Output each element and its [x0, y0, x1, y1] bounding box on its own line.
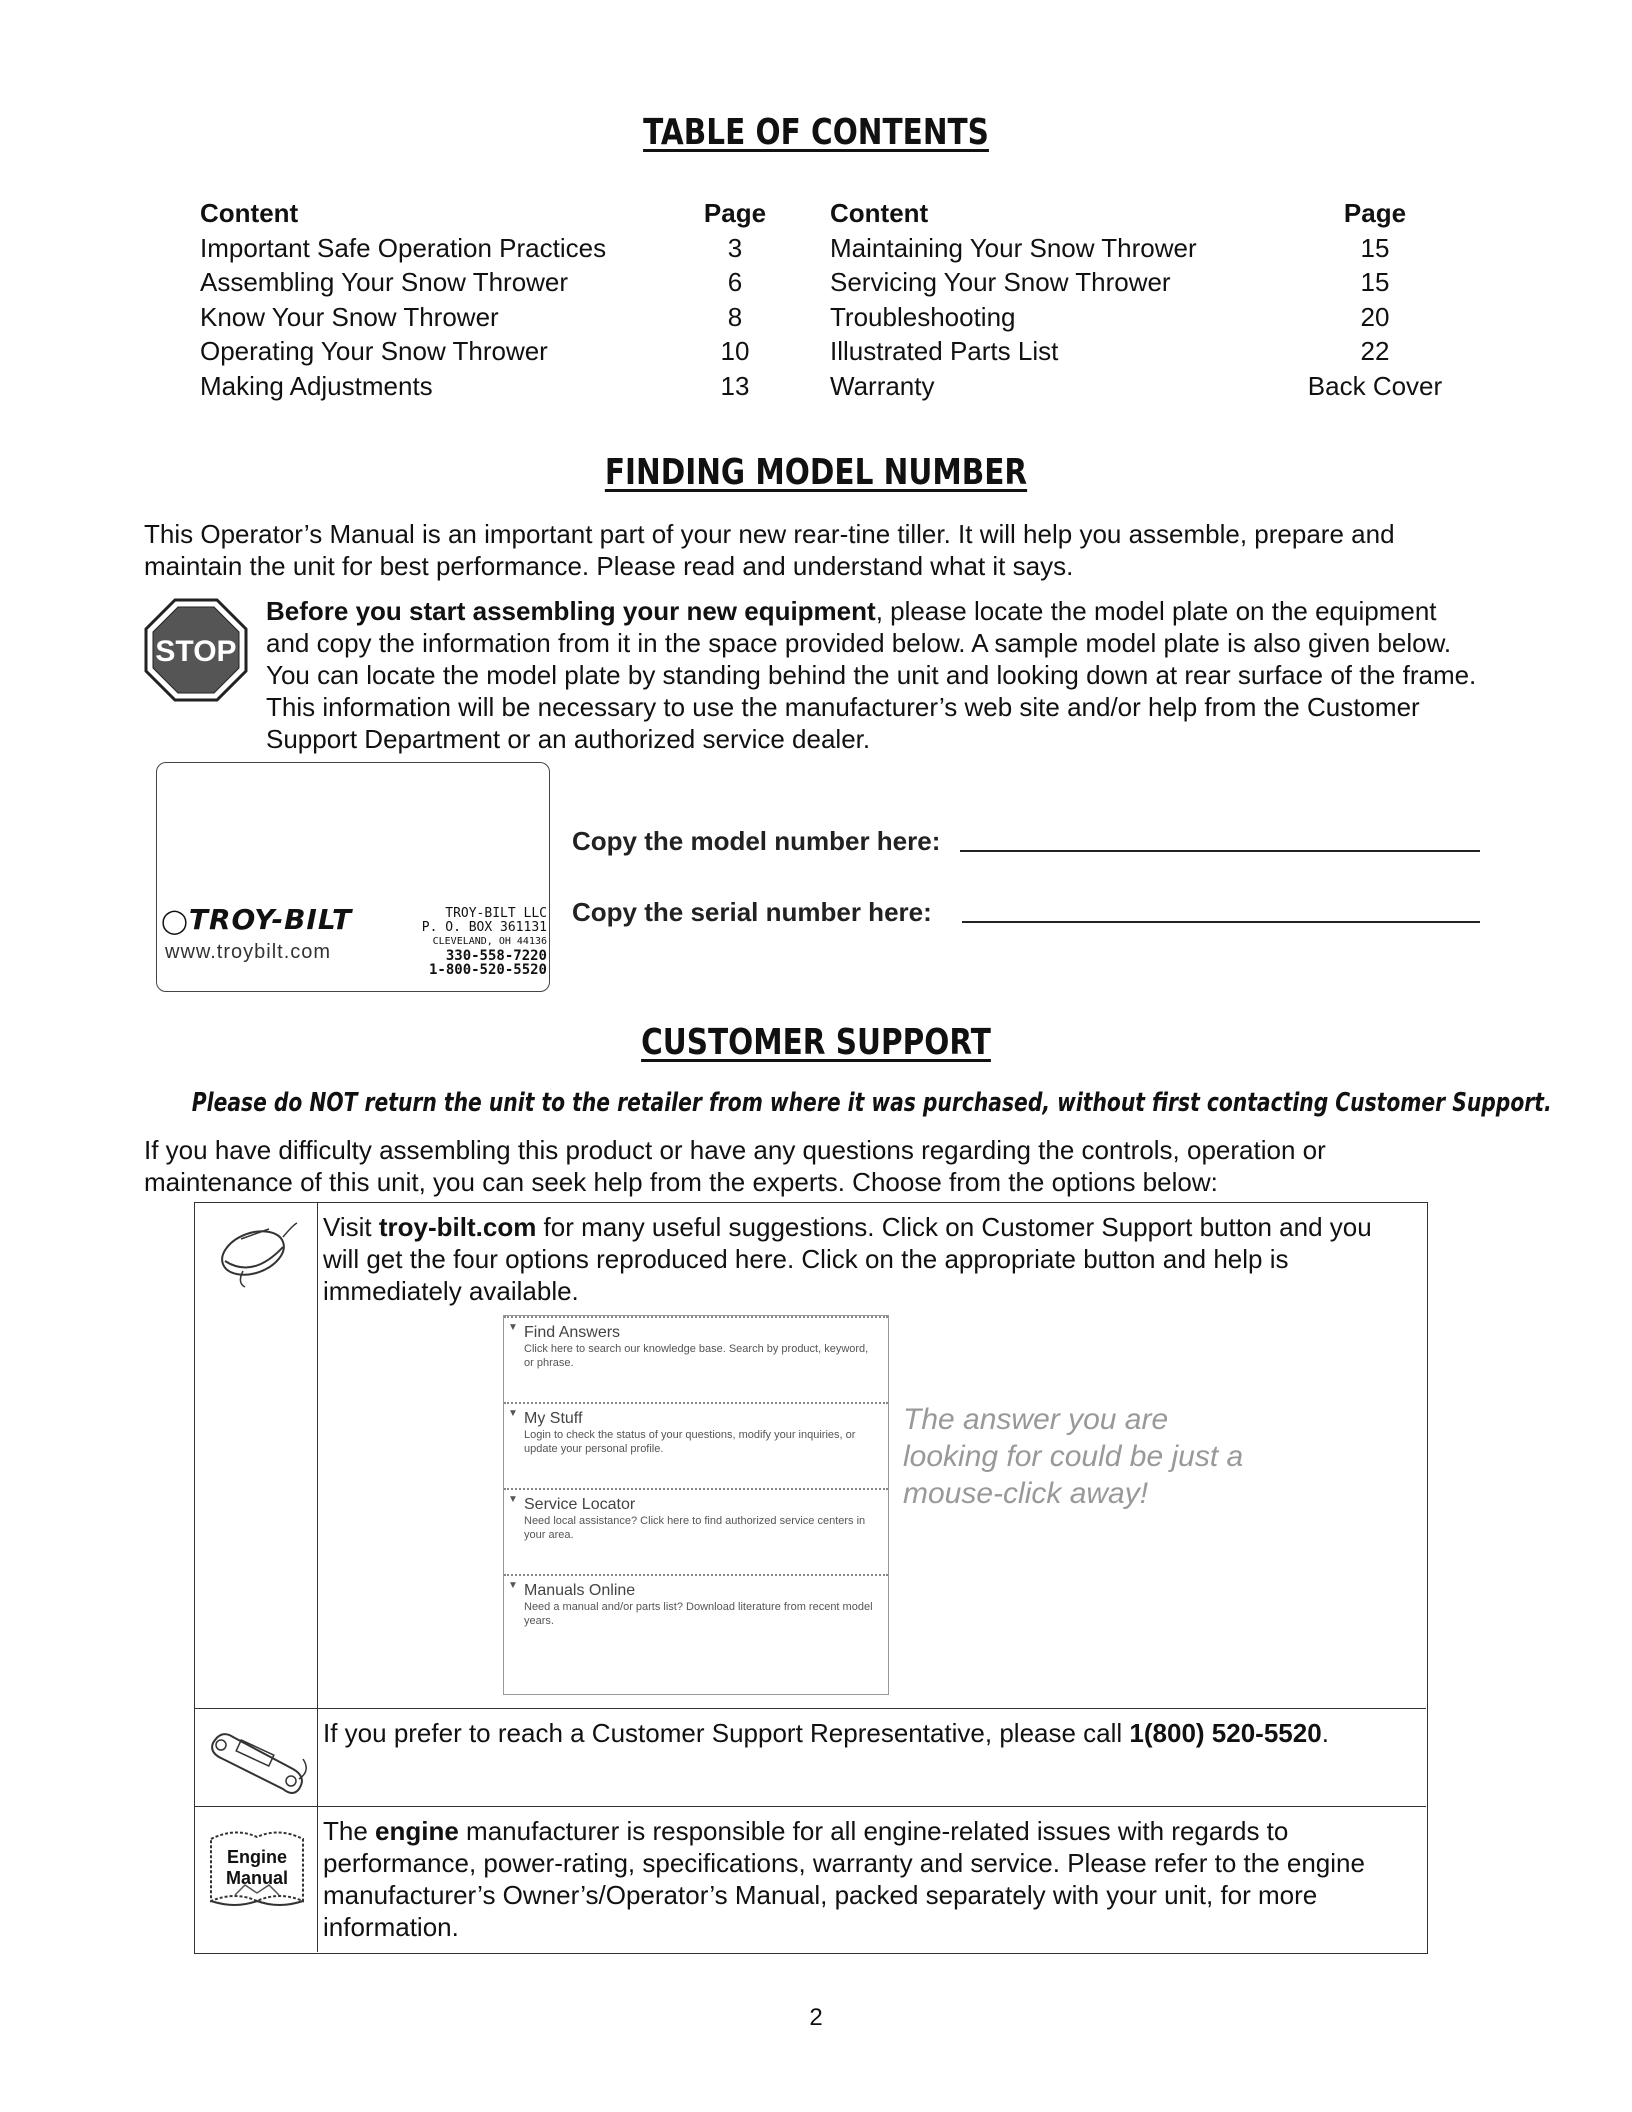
- copy-model-label: Copy the model number here:: [572, 826, 941, 856]
- row2-text: [323, 1717, 1413, 1749]
- table-row-divider: [195, 1708, 1426, 1709]
- page-number: 2: [809, 2004, 823, 2031]
- option-arrow-icon: ▼: [508, 1494, 518, 1505]
- toc-entry-title: Operating Your Snow Thrower: [200, 336, 548, 366]
- option-title: Find Answers: [524, 1324, 621, 1341]
- toc-entry-page: 13: [720, 370, 750, 401]
- row1-post: for many useful suggestions. Click on Customer Support button and you will get the four options reproduced here. Click on the appropriate button and help is immediately available.: [323, 1212, 1372, 1306]
- toc-entry-title: Know Your Snow Thrower: [200, 301, 499, 332]
- model-instructions: [266, 595, 1486, 755]
- toc-entry-title: Making Adjustments: [200, 370, 433, 401]
- mouse-icon: [213, 1219, 299, 1289]
- troy-bilt-logo: ◯TROY-BILT: [161, 903, 353, 936]
- plate-company: TROY-BILT LLC: [445, 906, 547, 921]
- table-row-divider: [195, 1806, 1426, 1807]
- option-body: Click here to search our knowledge base. Search by product, keyword, or phrase.: [524, 1343, 869, 1369]
- support-options-screenshot: [503, 1315, 889, 1695]
- toc-entry-page: 3: [727, 232, 743, 263]
- support-option[interactable]: [504, 1402, 888, 1488]
- toc-page-header: Page: [1343, 198, 1407, 228]
- toc-title: TABLE OF CONTENTS: [643, 112, 989, 153]
- model-title: FINDING MODEL NUMBER: [604, 452, 1028, 493]
- plate-pobox: P. O. BOX 361131: [421, 920, 547, 935]
- option-arrow-icon: ▼: [508, 1580, 518, 1591]
- support-phone[interactable]: 1(800) 520-5520: [1129, 1718, 1322, 1748]
- option-title: Manuals Online: [524, 1582, 636, 1599]
- option-body: Need a manual and/or parts list? Download literature from recent model years.: [524, 1601, 873, 1627]
- toc-entry-title: Troubleshooting: [830, 301, 1016, 332]
- toc-entry-title: Assembling Your Snow Thrower: [200, 267, 569, 297]
- copy-serial-label: Copy the serial number here:: [572, 897, 932, 927]
- support-option[interactable]: [504, 1488, 888, 1574]
- support-warning-wrap: [0, 1088, 1632, 1118]
- toc-content-header: Content: [200, 198, 299, 228]
- model-number-line[interactable]: [960, 850, 1480, 852]
- serial-number-line[interactable]: [962, 921, 1480, 923]
- toc-entry-page: 15: [1360, 267, 1390, 297]
- toc-row: [830, 334, 1450, 369]
- plate-brand: TROY-BILT: [188, 903, 353, 936]
- model-instructions-rest: , please locate the model plate on the equipment and copy the information from it in the space provided below. A sample model plate is also given below. You can locate the model plate by standing behind the unit and looking down at rear surface of the frame. This information will be necessary to use the manufacturer’s web site and/or help from the Customer Support Department or an authorized service dealer.: [266, 596, 1477, 754]
- row3-text: [323, 1815, 1413, 1943]
- plate-address: [391, 907, 547, 977]
- toc-content-header: Content: [830, 198, 929, 228]
- model-plate: [156, 762, 550, 992]
- toc-entry-title: Illustrated Parts List: [830, 336, 1059, 366]
- row1-pre: Visit: [323, 1212, 379, 1242]
- toc-row: [200, 265, 800, 300]
- toc-entry-title: Warranty: [830, 370, 935, 401]
- row3-bold: engine: [375, 1816, 459, 1846]
- toc-entry-page: 22: [1360, 336, 1390, 366]
- phone-icon: [203, 1723, 311, 1797]
- toc-entry-page: 6: [727, 267, 743, 297]
- support-table: [194, 1202, 1428, 1954]
- plate-phone1: 330-558-7220: [445, 948, 547, 964]
- toc-entry-page: 8: [727, 301, 743, 332]
- plate-city: CLEVELAND, OH 44136: [432, 936, 547, 947]
- support-title: CUSTOMER SUPPORT: [641, 1022, 991, 1063]
- troy-bilt-site-link[interactable]: troy-bilt.com: [378, 1212, 537, 1242]
- toc-entry-page: 10: [720, 336, 750, 366]
- toc-entry-page: 20: [1360, 301, 1390, 332]
- option-arrow-icon: ▼: [508, 1408, 518, 1419]
- support-tagline: The answer you are looking for could be just a mouse-click away!: [903, 1403, 1244, 1510]
- option-title: Service Locator: [524, 1496, 636, 1513]
- option-title: My Stuff: [524, 1410, 583, 1427]
- toc-row: [200, 334, 800, 369]
- table-divider: [317, 1203, 318, 1952]
- option-body: Login to check the status of your questions, modify your inquiries, or update your personal profile.: [524, 1429, 856, 1455]
- toc-row: [830, 369, 1450, 404]
- row2-post: .: [1321, 1718, 1329, 1748]
- toc-row: [200, 300, 800, 335]
- row3-pre: The: [323, 1816, 376, 1846]
- toc-row: [830, 265, 1450, 300]
- plate-url: www.troybilt.com: [165, 941, 332, 963]
- toc-row: [200, 231, 800, 266]
- toc-entry-page: 15: [1360, 232, 1390, 263]
- toc-page-header: Page: [703, 198, 767, 228]
- row2-pre: If you prefer to reach a Customer Support Representative, please call: [323, 1718, 1130, 1748]
- plate-phone2: 1-800-520-5520: [428, 962, 547, 978]
- model-instructions-lead: Before you start assembling your new equipment: [266, 596, 876, 626]
- toc-row: [830, 300, 1450, 335]
- toc-row: [830, 231, 1450, 266]
- engine-manual-label: Engine Manual: [225, 1847, 288, 1888]
- toc-entry-title: Maintaining Your Snow Thrower: [830, 232, 1197, 263]
- model-intro: This Operator’s Manual is an important part of your new rear-tine tiller. It will help you assemble, prepare and maintain the unit for best performance. Please read and understand what it says.: [144, 519, 1395, 581]
- option-arrow-icon: ▼: [508, 1322, 518, 1333]
- support-option[interactable]: [504, 1574, 888, 1660]
- toc-row: [200, 369, 800, 404]
- toc-left-column: [200, 196, 800, 403]
- toc-entry-title: Servicing Your Snow Thrower: [830, 267, 1171, 297]
- toc-entry-title: Important Safe Operation Practices: [200, 232, 607, 263]
- row1-text: [323, 1211, 1413, 1307]
- support-intro: If you have difficulty assembling this product or have any questions regarding the controls, operation or maintenance of this unit, you can seek help from the experts. Choose from the options below:: [144, 1135, 1326, 1197]
- row3-post: manufacturer is responsible for all engine-related issues with regards to performance, power-rating, specifications, warranty and service. Please refer to the engine manufacturer’s Owner’s/Operator’s Manual, packed separately with your unit, for more information.: [323, 1816, 1365, 1942]
- support-option[interactable]: [504, 1316, 888, 1402]
- toc-right-column: [830, 196, 1450, 403]
- option-body: Need local assistance? Click here to find authorized service centers in your area.: [524, 1515, 866, 1541]
- stop-label: STOP: [155, 635, 237, 668]
- stop-sign-icon: [144, 598, 248, 702]
- support-warning: Please do NOT return the unit to the retailer from where it was purchased, without first contacting Customer Support.: [191, 1088, 1552, 1118]
- engine-manual-icon: [205, 1817, 309, 1913]
- toc-entry-page: Back Cover: [1307, 370, 1443, 401]
